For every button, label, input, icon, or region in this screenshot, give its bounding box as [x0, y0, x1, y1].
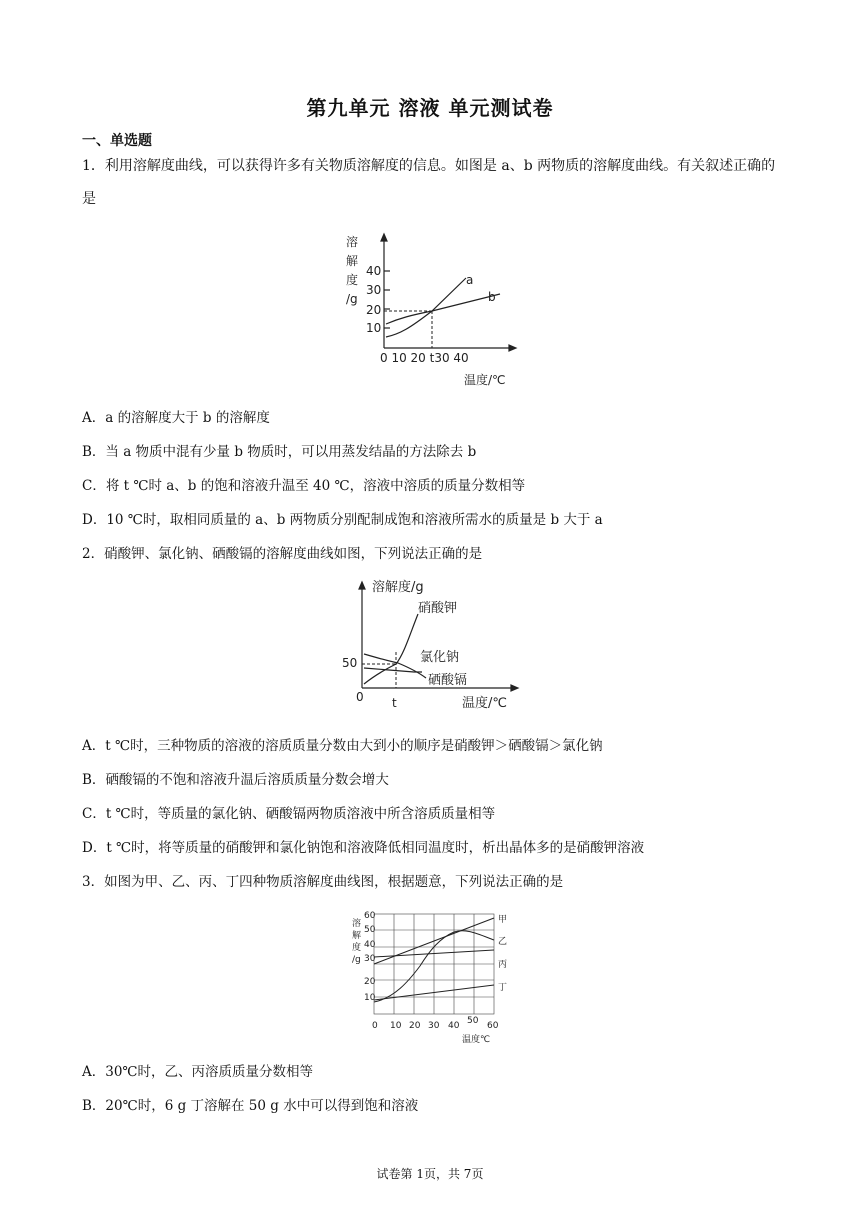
fig1-ytick-30: 30	[366, 283, 382, 297]
fig1-ylabel-1: 溶	[346, 235, 359, 249]
fig3-label-yi: 乙	[498, 937, 508, 947]
question-1-stem: 1．利用溶解度曲线，可以获得许多有关物质溶解度的信息。如图是 a、b 两物质的溶解度曲线。有关叙述正确的是	[82, 158, 776, 207]
fig3-ytick-20: 20	[364, 977, 376, 987]
fig2-xlabel: 温度/℃	[462, 696, 507, 711]
q2-option-c: C．t ℃时，等质量的氯化钠、硒酸镉两物质溶液中所含溶质质量相等	[82, 806, 496, 822]
q3-option-b: B．20℃时，6 g 丁溶解在 50 g 水中可以得到饱和溶液	[82, 1098, 419, 1114]
fig2-ytick-50: 50	[342, 656, 358, 670]
fig1-ytick-10: 10	[366, 321, 382, 335]
fig3-xtick-60: 60	[487, 1021, 499, 1031]
fig3-ylabel-3: 度	[352, 943, 362, 953]
fig3-ytick-40: 40	[364, 940, 376, 950]
fig2-ylabel: 溶解度/g	[372, 580, 424, 595]
figure-3-solubility-chart	[348, 910, 516, 1046]
fig3-xtick-40: 40	[448, 1021, 460, 1031]
fig1-label-b: b	[488, 290, 496, 304]
figure-1-solubility-chart	[340, 228, 530, 394]
fig3-ylabel-1: 溶	[352, 919, 362, 929]
fig3-xtick-50: 50	[467, 1016, 479, 1026]
figure-2-solubility-chart	[338, 574, 528, 716]
section-heading: 一、单选题	[82, 133, 152, 149]
fig3-ytick-30: 30	[364, 954, 376, 964]
fig3-label-ding: 丁	[498, 983, 508, 993]
fig2-y-arrow	[359, 582, 365, 589]
q1-option-d: D．10 ℃时，取相同质量的 a、b 两物质分别配制成饱和溶液所需水的质量是 b 大于 a	[82, 512, 603, 528]
exam-title: 第九单元 溶液 单元测试卷	[306, 96, 554, 120]
fig3-ylabel-4: /g	[352, 955, 361, 965]
fig3-ytick-50: 50	[364, 925, 376, 935]
fig3-xtick-30: 30	[428, 1021, 440, 1031]
fig1-ylabel-3: 度	[346, 273, 359, 287]
fig1-xlabel: 温度/℃	[464, 373, 506, 387]
fig1-y-arrow	[381, 234, 387, 241]
fig3-ylabel-2: 解	[352, 931, 362, 941]
question-2-stem: 2．硝酸钾、氯化钠、硒酸镉的溶解度曲线如图，下列说法正确的是	[82, 546, 483, 562]
fig3-xtick-0: 0	[372, 1021, 378, 1031]
fig3-ytick-10: 10	[364, 993, 376, 1003]
fig2-xtick-t: t	[392, 696, 397, 710]
fig1-label-a: a	[466, 273, 474, 287]
fig1-ylabel-2: 解	[346, 254, 359, 268]
q1-option-c: C．将 t ℃时 a、b 的饱和溶液升温至 40 ℃，溶液中溶质的质量分数相等	[82, 478, 526, 494]
fig1-x-arrow	[509, 345, 516, 351]
fig1-ytick-40: 40	[366, 264, 382, 278]
fig3-xtick-20: 20	[409, 1021, 421, 1031]
fig2-label-nacl: 氯化钠	[420, 650, 460, 665]
q2-option-b: B．硒酸镉的不饱和溶液升温后溶质质量分数会增大	[82, 772, 389, 788]
fig3-label-jia: 甲	[498, 915, 508, 925]
q1-option-b: B．当 a 物质中混有少量 b 物质时，可以用蒸发结晶的方法除去 b	[82, 444, 477, 460]
fig1-curve-a	[386, 278, 466, 337]
fig1-ytick-20: 20	[366, 303, 382, 317]
fig1-ylabel-4: /g	[346, 292, 358, 306]
q2-option-d: D．t ℃时，将等质量的硝酸钾和氯化钠饱和溶液降低相同温度时，析出晶体多的是硝酸钾溶液	[82, 840, 645, 856]
fig2-curve-cdse	[364, 654, 426, 678]
fig1-curve-b	[386, 294, 500, 324]
fig2-curve-kno3	[364, 614, 418, 684]
fig3-xtick-10: 10	[390, 1021, 402, 1031]
fig3-label-bing: 丙	[498, 960, 508, 970]
q3-option-a: A．30℃时，乙、丙溶质质量分数相等	[82, 1064, 314, 1080]
fig2-x-arrow	[511, 685, 518, 691]
fig2-label-cdse: 硒酸镉	[428, 673, 468, 688]
question-3-stem: 3．如图为甲、乙、丙、丁四种物质溶解度曲线图，根据题意，下列说法正确的是	[82, 874, 564, 890]
fig1-xticks: 0 10 20 t30 40	[380, 351, 469, 365]
fig3-xlabel: 温度℃	[462, 1035, 491, 1045]
q1-option-a: A．a 的溶解度大于 b 的溶解度	[82, 410, 270, 426]
fig3-ytick-60: 60	[364, 911, 376, 921]
fig2-origin: 0	[356, 690, 364, 704]
fig2-label-kno3: 硝酸钾	[418, 601, 458, 616]
q2-option-a: A．t ℃时，三种物质的溶液的溶质质量分数由大到小的顺序是硝酸钾＞硒酸镉＞氯化钠	[82, 738, 603, 754]
page-footer: 试卷第 1页，共 7页	[376, 1167, 484, 1181]
